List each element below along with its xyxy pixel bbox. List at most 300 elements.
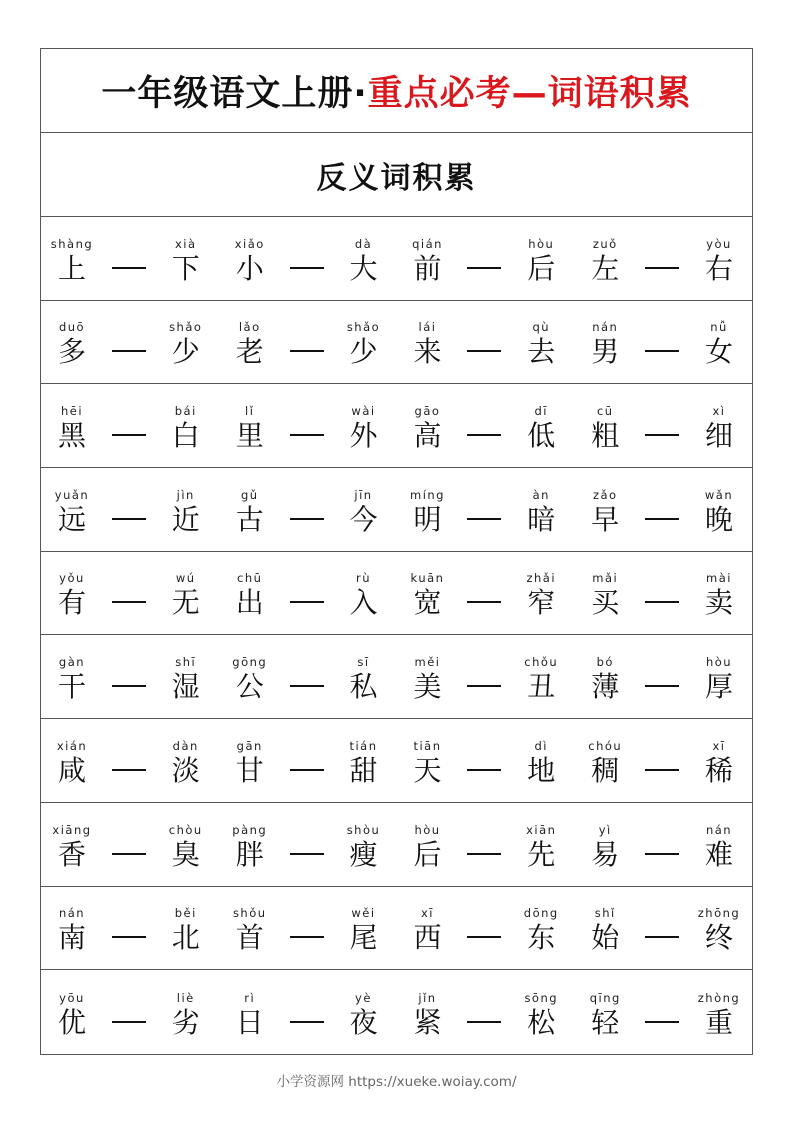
pinyin: qián [412, 236, 443, 251]
pinyin: shòu [346, 822, 381, 837]
dash-separator [112, 350, 146, 352]
word-left [47, 570, 97, 620]
hanzi: 臭 [171, 837, 200, 871]
word-right [516, 236, 566, 286]
word-right [339, 319, 389, 369]
pinyin: dī [534, 404, 548, 419]
word-left [225, 570, 275, 620]
pinyin: míng [410, 487, 445, 502]
hanzi: 外 [349, 419, 378, 453]
word-right [161, 654, 211, 704]
word-left [225, 319, 275, 369]
hanzi: 干 [57, 670, 86, 704]
dash-separator [290, 434, 324, 436]
word-left [580, 654, 630, 704]
pinyin: jīn [354, 487, 373, 502]
antonym-row [41, 552, 752, 636]
word-right [339, 403, 389, 453]
dash-separator [112, 685, 146, 687]
hanzi: 淡 [171, 753, 200, 787]
word-left [580, 822, 630, 872]
word-left [403, 822, 453, 872]
dash-separator [290, 601, 324, 603]
hanzi: 劣 [171, 1005, 200, 1039]
antonym-pair [41, 887, 219, 970]
word-right [161, 403, 211, 453]
antonym-pair [397, 384, 575, 467]
dash-separator [112, 518, 146, 520]
antonym-pair [574, 970, 752, 1054]
pinyin: gōng [232, 655, 268, 670]
hanzi: 左 [591, 251, 620, 285]
word-right [694, 654, 744, 704]
word-right [694, 236, 744, 286]
word-right [339, 236, 389, 286]
pinyin: hòu [528, 236, 555, 251]
hanzi: 难 [704, 837, 733, 871]
hanzi: 早 [591, 502, 620, 536]
antonym-pair [574, 217, 752, 300]
pinyin: dàn [172, 738, 199, 753]
dash-separator [467, 434, 501, 436]
dash-separator [645, 1021, 679, 1023]
antonym-pair [41, 468, 219, 551]
dash-separator [467, 853, 501, 855]
pinyin: tiān [413, 738, 442, 753]
antonym-pair [397, 552, 575, 635]
word-left [580, 236, 630, 286]
pinyin: shǎo [346, 320, 381, 335]
pinyin: gàn [58, 655, 86, 670]
hanzi: 紧 [413, 1005, 442, 1039]
dash-separator [645, 518, 679, 520]
pinyin: xì [712, 404, 726, 419]
word-right [694, 403, 744, 453]
word-right [516, 570, 566, 620]
hanzi: 右 [704, 251, 733, 285]
antonym-row [41, 217, 752, 301]
hanzi: 多 [57, 335, 86, 369]
antonym-pair [397, 635, 575, 718]
pinyin: gǔ [240, 487, 259, 502]
dash-separator [290, 769, 324, 771]
pinyin: dì [534, 738, 548, 753]
antonym-pair [41, 301, 219, 384]
pinyin: měi [414, 655, 441, 670]
word-right [694, 570, 744, 620]
antonym-pair [574, 803, 752, 886]
pinyin: shǎo [169, 320, 203, 335]
word-right [694, 738, 744, 788]
pinyin: nán [58, 906, 86, 921]
dash-separator [290, 518, 324, 520]
hanzi: 有 [57, 586, 86, 620]
word-left [47, 822, 97, 872]
word-left [225, 236, 275, 286]
word-left [580, 990, 630, 1040]
word-left [225, 487, 275, 537]
dash-separator [290, 1021, 324, 1023]
hanzi: 上 [57, 251, 86, 285]
pinyin: jǐn [418, 990, 437, 1005]
hanzi: 小 [235, 251, 264, 285]
hanzi: 北 [171, 921, 200, 955]
dash-separator [112, 267, 146, 269]
pinyin: yuǎn [54, 487, 90, 502]
hanzi: 易 [591, 837, 620, 871]
pinyin: běi [174, 906, 197, 921]
word-right [516, 822, 566, 872]
antonym-row [41, 719, 752, 803]
page-title [41, 49, 752, 133]
hanzi: 远 [57, 502, 86, 536]
pinyin: wǎn [704, 487, 734, 502]
dash-separator [645, 853, 679, 855]
word-left [403, 570, 453, 620]
word-left [225, 990, 275, 1040]
pinyin: shǒu [232, 906, 267, 921]
word-right [161, 487, 211, 537]
hanzi: 优 [57, 1005, 86, 1039]
hanzi: 今 [349, 502, 378, 536]
footer-watermark: 小学资源网 https://xueke.woiay.com/ [276, 1074, 517, 1090]
antonym-pair [219, 384, 397, 467]
word-right [161, 319, 211, 369]
antonym-pair [397, 468, 575, 551]
antonym-pair [219, 217, 397, 300]
pinyin: tián [349, 738, 378, 753]
hanzi: 白 [171, 419, 200, 453]
antonym-pair [574, 635, 752, 718]
antonym-pair [219, 803, 397, 886]
pinyin: hòu [705, 655, 733, 670]
word-right [339, 487, 389, 537]
pinyin: gān [236, 738, 263, 753]
pinyin: cū [596, 404, 614, 419]
pinyin: xián [56, 738, 88, 753]
word-right [161, 990, 211, 1040]
hanzi: 丑 [527, 670, 556, 704]
antonym-row [41, 970, 752, 1054]
hanzi: 男 [591, 335, 620, 369]
pinyin: sī [357, 655, 370, 670]
pinyin: yè [355, 990, 372, 1005]
word-left [403, 236, 453, 286]
word-right [516, 403, 566, 453]
hanzi: 女 [704, 335, 733, 369]
pinyin: qù [532, 320, 551, 335]
hanzi: 下 [171, 251, 200, 285]
hanzi: 宽 [413, 586, 442, 620]
word-left [580, 403, 630, 453]
pinyin: lǎo [238, 320, 261, 335]
hanzi: 古 [235, 502, 264, 536]
antonym-pair [574, 301, 752, 384]
dash-separator [645, 267, 679, 269]
word-left [47, 403, 97, 453]
hanzi: 窄 [527, 586, 556, 620]
hanzi: 后 [413, 837, 442, 871]
hanzi: 夜 [349, 1005, 378, 1039]
pinyin: chóu [588, 738, 623, 753]
word-right [694, 905, 744, 955]
pinyin: chòu [168, 822, 203, 837]
word-left [47, 487, 97, 537]
word-left [225, 905, 275, 955]
antonym-pair [219, 887, 397, 970]
pinyin: pàng [232, 822, 268, 837]
word-left [225, 403, 275, 453]
antonym-pair [41, 803, 219, 886]
pinyin: qīng [589, 990, 621, 1005]
hanzi: 黑 [57, 419, 86, 453]
hanzi: 入 [349, 586, 378, 620]
word-left [403, 487, 453, 537]
hanzi: 稠 [591, 753, 620, 787]
antonym-pair [41, 552, 219, 635]
word-right [339, 990, 389, 1040]
dash-separator [112, 853, 146, 855]
hanzi: 东 [527, 921, 556, 955]
hanzi: 始 [591, 921, 620, 955]
dash-separator [112, 434, 146, 436]
pinyin: mài [706, 571, 732, 586]
hanzi: 西 [413, 921, 442, 955]
antonym-pair [219, 301, 397, 384]
word-left [403, 990, 453, 1040]
pinyin: wài [351, 404, 376, 419]
dash-separator [467, 1021, 501, 1023]
dash-separator [645, 350, 679, 352]
word-left [580, 738, 630, 788]
pinyin: shī [175, 655, 197, 670]
pinyin: xià [174, 236, 197, 251]
antonym-row [41, 301, 752, 385]
word-right [694, 487, 744, 537]
antonym-pair [219, 970, 397, 1054]
hanzi: 高 [413, 419, 442, 453]
antonym-pair [219, 719, 397, 802]
dash-separator [467, 936, 501, 938]
hanzi: 厚 [704, 670, 733, 704]
pinyin: chǒu [524, 655, 559, 670]
pinyin: bó [596, 655, 614, 670]
pinyin: wěi [351, 906, 376, 921]
hanzi: 尾 [349, 921, 378, 955]
hanzi: 天 [413, 753, 442, 787]
hanzi: 近 [171, 502, 200, 536]
dash-separator [645, 936, 679, 938]
word-right [516, 654, 566, 704]
antonym-pair [574, 887, 752, 970]
pinyin: zhǎi [526, 571, 557, 586]
word-left [47, 654, 97, 704]
pinyin: lái [418, 320, 437, 335]
dash-separator [290, 853, 324, 855]
hanzi: 粗 [591, 419, 620, 453]
antonym-row [41, 384, 752, 468]
title-red-part: 重点必考—词语积累 [367, 73, 692, 114]
pinyin: yōu [59, 990, 85, 1005]
antonym-row [41, 887, 752, 971]
hanzi: 细 [704, 419, 733, 453]
dash-separator [467, 601, 501, 603]
word-right [339, 570, 389, 620]
hanzi: 南 [57, 921, 86, 955]
dash-separator [467, 685, 501, 687]
word-right [516, 487, 566, 537]
word-right [516, 990, 566, 1040]
pinyin: chū [237, 571, 263, 586]
pinyin: zhòng [697, 990, 741, 1005]
pinyin: dà [354, 236, 373, 251]
word-left [47, 990, 97, 1040]
pinyin: dōng [523, 906, 559, 921]
pinyin: shǐ [594, 906, 616, 921]
pinyin: nán [592, 320, 619, 335]
hanzi: 少 [349, 335, 378, 369]
word-right [161, 570, 211, 620]
word-left [403, 654, 453, 704]
pinyin: rì [244, 990, 256, 1005]
pinyin: wú [175, 571, 196, 586]
antonym-pair [397, 970, 575, 1054]
pinyin: hēi [60, 404, 84, 419]
antonym-pair [41, 217, 219, 300]
antonym-pair [397, 803, 575, 886]
word-left [580, 570, 630, 620]
hanzi: 无 [171, 586, 200, 620]
antonym-pair [397, 887, 575, 970]
dash-separator [290, 350, 324, 352]
word-left [225, 654, 275, 704]
hanzi: 里 [235, 419, 264, 453]
pinyin: xiān [526, 822, 557, 837]
antonym-pair [574, 468, 752, 551]
hanzi: 湿 [171, 670, 200, 704]
dash-separator [290, 267, 324, 269]
antonym-pair [41, 970, 219, 1054]
dash-separator [467, 267, 501, 269]
pinyin: gāo [414, 404, 441, 419]
word-right [339, 905, 389, 955]
pinyin: xī [712, 738, 726, 753]
hanzi: 香 [57, 837, 86, 871]
hanzi: 来 [413, 335, 442, 369]
hanzi: 薄 [591, 670, 620, 704]
word-right [161, 738, 211, 788]
hanzi: 明 [413, 502, 442, 536]
pinyin: lǐ [245, 404, 255, 419]
word-left [47, 738, 97, 788]
word-right [339, 822, 389, 872]
antonym-pair [41, 635, 219, 718]
antonym-row [41, 468, 752, 552]
word-right [694, 822, 744, 872]
dash-separator [290, 685, 324, 687]
word-right [694, 319, 744, 369]
dash-separator [467, 350, 501, 352]
pinyin: jìn [176, 487, 195, 502]
hanzi: 出 [235, 586, 264, 620]
title-black-part: 一年级语文上册· [101, 73, 368, 114]
hanzi: 轻 [591, 1005, 620, 1039]
hanzi: 大 [349, 251, 378, 285]
antonym-pair [574, 719, 752, 802]
hanzi: 买 [591, 586, 620, 620]
hanzi: 美 [413, 670, 442, 704]
word-right [516, 319, 566, 369]
pinyin: yì [598, 822, 612, 837]
word-left [403, 319, 453, 369]
word-right [339, 738, 389, 788]
hanzi: 终 [704, 921, 733, 955]
antonym-pair [41, 384, 219, 467]
section-title: 反义词积累 [41, 133, 752, 217]
hanzi: 日 [235, 1005, 264, 1039]
word-right [161, 905, 211, 955]
hanzi: 咸 [57, 753, 86, 787]
dash-separator [112, 601, 146, 603]
hanzi: 私 [349, 670, 378, 704]
antonym-pair [397, 301, 575, 384]
word-right [339, 654, 389, 704]
pinyin: yǒu [59, 571, 85, 586]
dash-separator [467, 769, 501, 771]
hanzi: 去 [527, 335, 556, 369]
pinyin: rù [355, 571, 372, 586]
pinyin: nǚ [710, 320, 728, 335]
antonym-row [41, 635, 752, 719]
hanzi: 甜 [349, 753, 378, 787]
hanzi: 前 [413, 251, 442, 285]
word-left [225, 738, 275, 788]
word-left [225, 822, 275, 872]
dash-separator [112, 1021, 146, 1023]
antonym-pair [574, 552, 752, 635]
pinyin: yòu [706, 236, 732, 251]
pinyin: zuǒ [592, 236, 618, 251]
dash-separator [112, 936, 146, 938]
antonym-row [41, 803, 752, 887]
hanzi: 首 [235, 921, 264, 955]
word-left [403, 403, 453, 453]
hanzi: 老 [235, 335, 264, 369]
hanzi: 先 [527, 837, 556, 871]
pinyin: sōng [524, 990, 559, 1005]
hanzi: 甘 [235, 753, 264, 787]
dash-separator [112, 769, 146, 771]
pinyin: xiāng [52, 822, 92, 837]
hanzi: 地 [527, 753, 556, 787]
dash-separator [645, 769, 679, 771]
dash-separator [645, 685, 679, 687]
pinyin: xiǎo [234, 236, 265, 251]
hanzi: 后 [527, 251, 556, 285]
pinyin: liè [176, 990, 195, 1005]
worksheet-table [40, 48, 753, 1055]
antonym-pair [219, 552, 397, 635]
pinyin: àn [532, 487, 550, 502]
hanzi: 卖 [704, 586, 733, 620]
hanzi: 胖 [235, 837, 264, 871]
word-right [161, 236, 211, 286]
antonym-pair [219, 635, 397, 718]
word-left [47, 236, 97, 286]
word-right [516, 738, 566, 788]
pinyin: xī [420, 906, 434, 921]
hanzi: 晚 [704, 502, 733, 536]
